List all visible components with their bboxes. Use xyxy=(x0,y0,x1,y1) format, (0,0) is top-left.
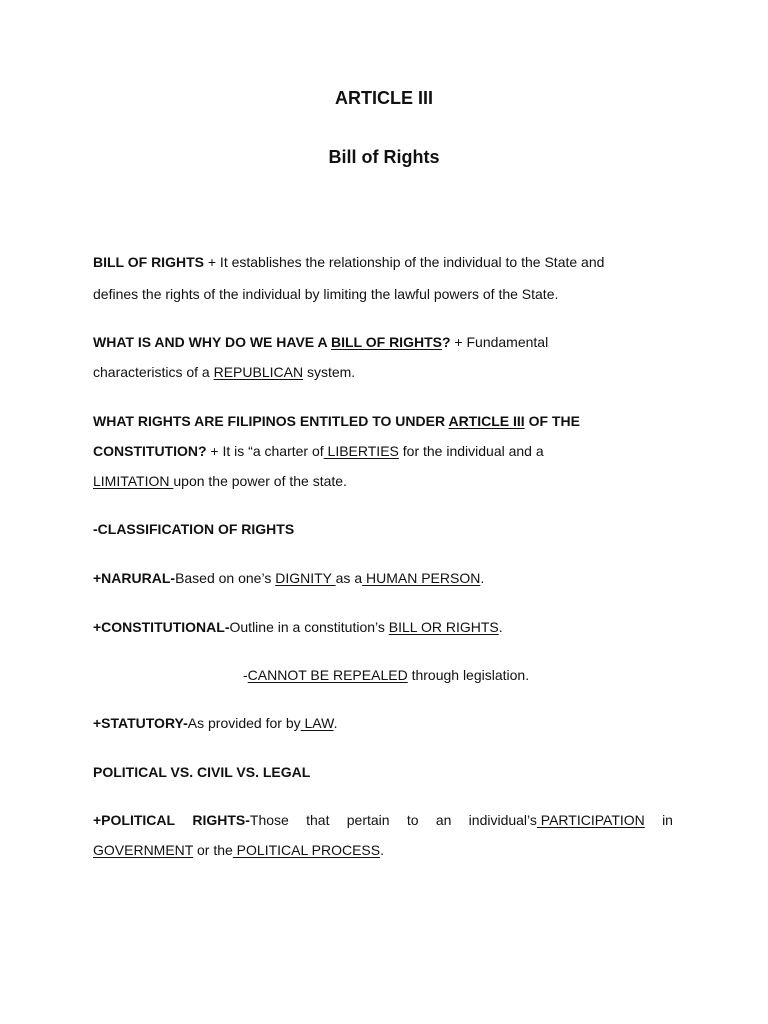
paragraph-line xyxy=(93,570,673,586)
text: + Fundamental xyxy=(450,334,549,350)
text: that xyxy=(306,812,330,828)
text: as a xyxy=(335,570,363,586)
paragraph-line xyxy=(93,254,673,270)
underlined-term: REPUBLICAN xyxy=(213,364,304,380)
text: to xyxy=(406,812,419,828)
document-subtitle: Bill of Rights xyxy=(328,147,440,167)
underlined-term: BILL OF RIGHTS xyxy=(331,334,442,350)
underlined-term: LIBERTIES xyxy=(323,443,399,459)
underlined-term: LAW xyxy=(300,715,334,731)
text: . xyxy=(380,842,384,858)
document-title: ARTICLE III xyxy=(335,88,433,108)
underlined-term: PARTICIPATION xyxy=(536,812,645,828)
text: system. xyxy=(303,364,356,380)
underlined-term: ARTICLE III xyxy=(448,413,525,429)
question: WHAT IS AND WHY DO WE HAVE A xyxy=(93,334,331,350)
text: individual’s xyxy=(468,812,537,828)
text: . xyxy=(480,570,485,586)
paragraph-line xyxy=(93,334,673,350)
text: Outline in a constitution’s xyxy=(229,619,389,635)
term: RIGHTS- xyxy=(192,812,250,828)
paragraph-line xyxy=(93,715,673,731)
text: pertain xyxy=(346,812,390,828)
text: through legislation. xyxy=(407,667,530,683)
text: ? xyxy=(441,334,451,350)
underlined-term: LIMITATION xyxy=(93,473,174,489)
text: . xyxy=(333,715,338,731)
text: an xyxy=(435,812,452,828)
text: in xyxy=(662,812,673,828)
paragraph-line xyxy=(243,667,768,683)
text: As provided for by xyxy=(187,715,301,731)
underlined-term: CANNOT BE REPEALED xyxy=(247,667,408,683)
term: +STATUTORY- xyxy=(93,715,188,731)
term: BILL OF RIGHTS xyxy=(93,254,204,270)
text: + It establishes the relationship of the individual to the State and xyxy=(203,254,605,270)
text: upon the power of the state. xyxy=(173,473,347,489)
text: Those xyxy=(249,812,289,828)
underlined-term: DIGNITY xyxy=(275,570,336,586)
text: - xyxy=(243,667,248,683)
text: CONSTITUTION? xyxy=(93,443,207,459)
text: defines the rights of the individual by limiting the lawful powers of the State. xyxy=(93,286,559,302)
section-heading: -CLASSIFICATION OF RIGHTS xyxy=(93,521,295,537)
paragraph-line xyxy=(93,812,673,828)
paragraph-line xyxy=(93,473,673,489)
paragraph-line xyxy=(93,443,673,459)
paragraph-line xyxy=(93,286,673,302)
text: for the individual and a xyxy=(398,443,544,459)
text: . xyxy=(498,619,503,635)
underlined-term: BILL OR RIGHTS xyxy=(388,619,499,635)
text: Based on one’s xyxy=(175,570,276,586)
paragraph-line xyxy=(93,364,673,380)
text: OF THE xyxy=(524,413,580,429)
underlined-term: POLITICAL PROCESS xyxy=(232,842,381,858)
paragraph-line xyxy=(93,619,673,635)
text: + It is “a charter of xyxy=(206,443,324,459)
underlined-term: GOVERNMENT xyxy=(93,842,194,858)
text: or the xyxy=(193,842,233,858)
paragraph-line xyxy=(93,842,673,858)
text: characteristics of a xyxy=(93,364,214,380)
term: +NARURAL- xyxy=(93,570,176,586)
underlined-term: HUMAN PERSON xyxy=(362,570,481,586)
term: +POLITICAL xyxy=(93,812,176,828)
section-heading: POLITICAL VS. CIVIL VS. LEGAL xyxy=(93,764,311,780)
term: +CONSTITUTIONAL- xyxy=(93,619,230,635)
paragraph-line xyxy=(93,413,673,429)
question: WHAT RIGHTS ARE FILIPINOS ENTITLED TO UNDER xyxy=(93,413,449,429)
